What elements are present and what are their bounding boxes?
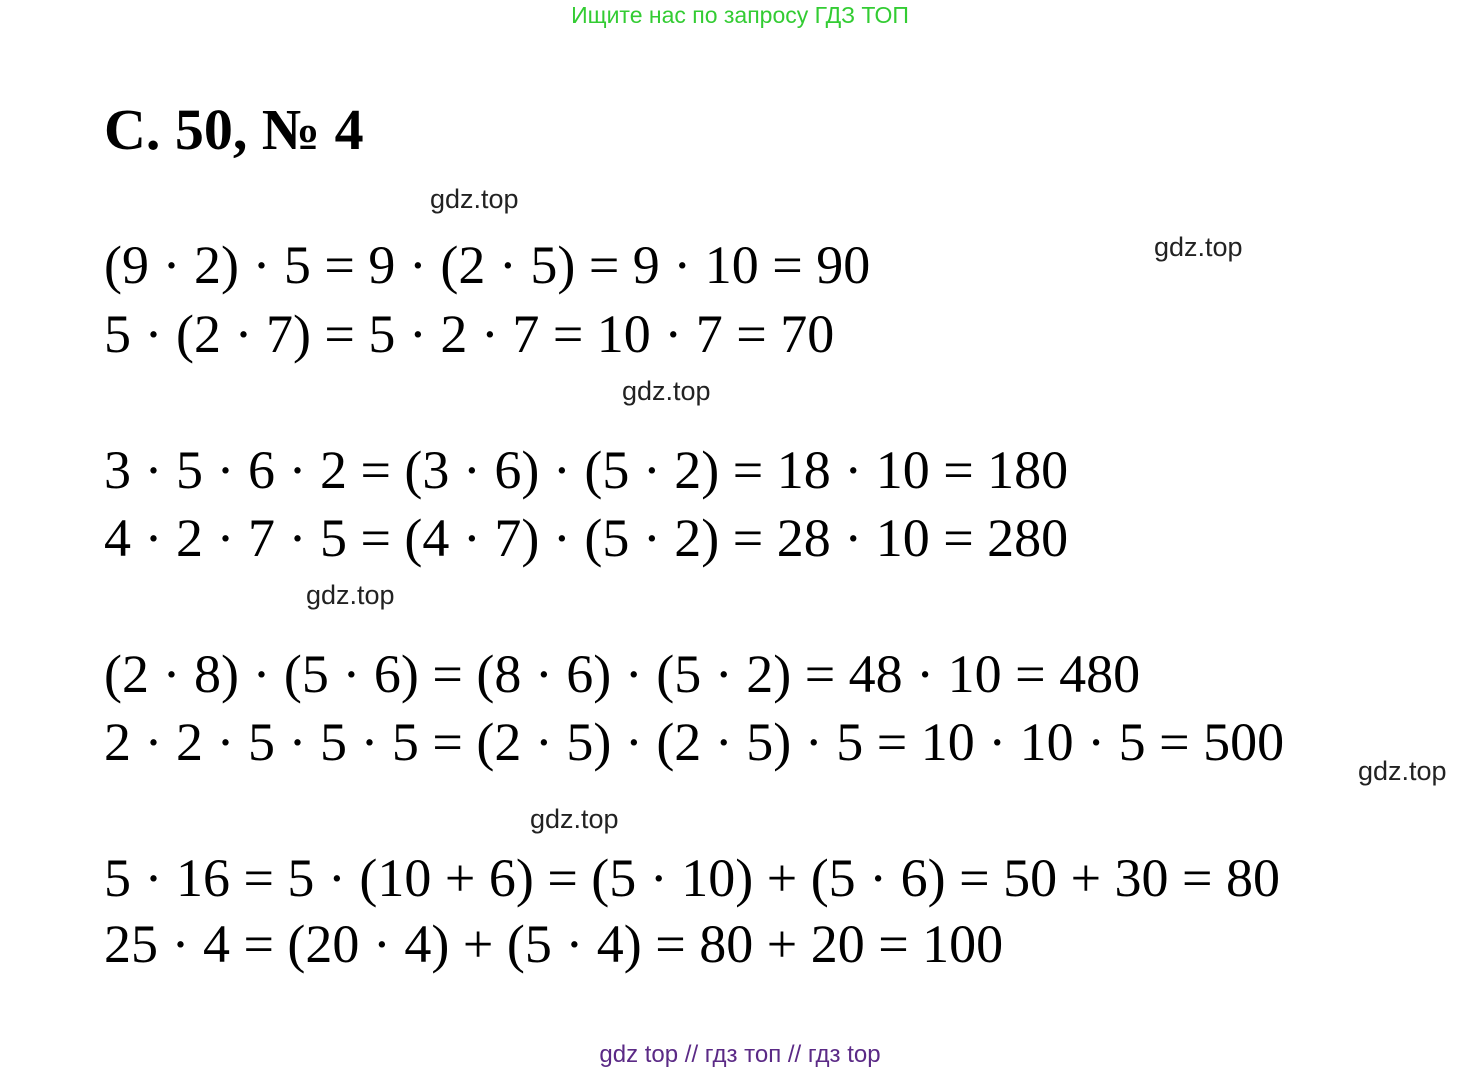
watermark: gdz.top (306, 580, 395, 610)
equation-line: 4 · 2 · 7 · 5 = (4 · 7) · (5 · 2) = 28 · 10 = 280 (104, 508, 1069, 568)
equation-line: (2 · 8) · (5 · 6) = (8 · 6) · (5 · 2) = 48 · 10 = 480 (104, 644, 1141, 704)
top-banner: Ищите нас по запросу ГДЗ ТОП (571, 2, 909, 28)
watermark: gdz.top (530, 804, 619, 834)
watermark: gdz.top (430, 184, 519, 214)
footer-watermark: gdz top // гдз топ // гдз top (599, 1041, 881, 1068)
watermark: gdz.top (622, 376, 711, 406)
equation-line: 2 · 2 · 5 · 5 · 5 = (2 · 5) · (2 · 5) · 5 = 10 · 10 · 5 = 500 (104, 712, 1285, 772)
page-title: С. 50, № 4 (104, 97, 364, 162)
watermark: gdz.top (1358, 756, 1447, 786)
equation-line: 5 · 16 = 5 · (10 + 6) = (5 · 10) + (5 · 6) = 50 + 30 = 80 (104, 848, 1281, 908)
equation-line: 3 · 5 · 6 · 2 = (3 · 6) · (5 · 2) = 18 · 10 = 180 (104, 440, 1069, 500)
equation-line: 25 · 4 = (20 · 4) + (5 · 4) = 80 + 20 = 100 (104, 914, 1004, 974)
watermark: gdz.top (1154, 232, 1243, 262)
equation-line: (9 · 2) · 5 = 9 · (2 · 5) = 9 · 10 = 90 (104, 235, 871, 295)
equation-line: 5 · (2 · 7) = 5 · 2 · 7 = 10 · 7 = 70 (104, 304, 835, 364)
